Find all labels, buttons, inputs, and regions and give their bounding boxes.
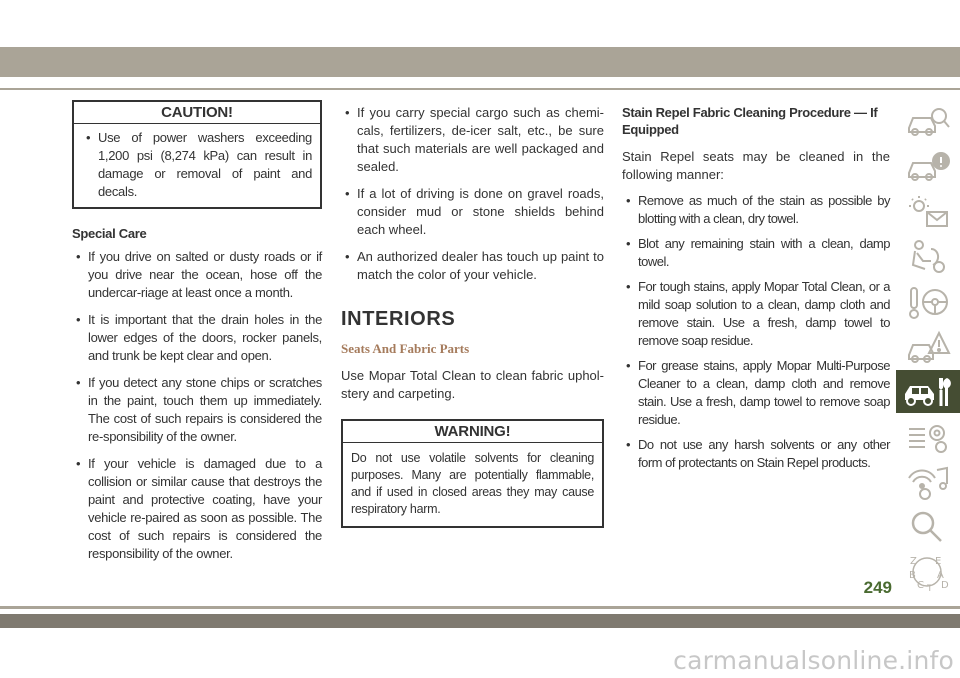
car-info-icon[interactable]: [896, 145, 960, 188]
list-item: • If you carry special cargo such as chemi-cals, fertilizers, de-icer salt, etc., be sure that such materials are well packaged and sealed.: [341, 104, 604, 176]
car-search-icon[interactable]: [896, 100, 960, 143]
warning-title: WARNING!: [343, 421, 602, 443]
stain-repel-intro: Stain Repel seats may be cleaned in the following manner:: [622, 149, 890, 182]
warning-text: Do not use volatile solvents for cleaning purposes. Many are potentially flammable, and if used in closed areas they may cause respiratory harm.: [351, 451, 594, 516]
list-item: • Blot any remaining stain with a clean, damp towel.: [622, 235, 890, 271]
seats-subheading: Seats And Fabric Parts: [341, 341, 470, 356]
multimedia-icon[interactable]: [896, 460, 960, 503]
list-item: • If you drive on salted or dusty roads or if you drive near the ocean, hose off the undercar-riage at least once a month.: [72, 248, 322, 302]
list-item: • If a lot of driving is done on gravel roads, consider mud or stone shields behind each wheel.: [341, 185, 604, 239]
car-service-tools-icon[interactable]: [896, 370, 960, 413]
interiors-intro: Use Mopar Total Clean to clean fabric uphol-stery and carpeting.: [341, 368, 604, 401]
page-number: 249: [863, 578, 892, 597]
watermark: carmanualsonline.info: [673, 646, 954, 675]
svg-text:C: C: [917, 579, 924, 591]
top-rule: [0, 88, 960, 90]
list-item: • An authorized dealer has touch up paint to match the color of your vehicle.: [341, 248, 604, 284]
warning-box: [341, 419, 604, 528]
list-item: • If you detect any stone chips or scratches in the paint, touch them up immediately. The cost of such repairs is considered the re-sponsibility of the owner.: [72, 374, 322, 446]
svg-text:T: T: [927, 583, 933, 592]
magnifier-index-icon[interactable]: [896, 505, 960, 548]
column-left: [72, 100, 322, 563]
caution-title: CAUTION!: [74, 102, 320, 124]
list-item: • If your vehicle is damaged due to a collision or similar cause that destroys the paint and protective coating, have your vehicle re-paired as soon as possible. The cost of such repairs is considered the responsibility of the owner.: [72, 455, 322, 563]
svg-text:A: A: [937, 569, 944, 581]
special-care-heading: Special Care: [72, 226, 147, 241]
stain-repel-heading: Stain Repel Fabric Cleaning Procedure — If Equipped: [622, 105, 878, 137]
airbag-seat-icon[interactable]: [896, 235, 960, 278]
column-middle: [341, 100, 604, 528]
svg-text:D: D: [941, 579, 949, 591]
list-item: • Remove as much of the stain as possible by blotting with a clean, dry towel.: [622, 192, 890, 228]
language-abc-icon[interactable]: [896, 550, 960, 593]
steering-wheel-icon[interactable]: [896, 280, 960, 323]
caution-item: • Use of power washers exceeding 1,200 psi (8,274 kPa) can result in damage or removal of paint and decals.: [82, 129, 312, 201]
warning-triangle-icon[interactable]: [896, 325, 960, 368]
list-item: • For tough stains, apply Mopar Total Clean, or a mild soap solution to a clean, damp cloth and remove stain. Use a fresh, damp towel to remove soap residue.: [622, 278, 890, 350]
top-band: [0, 47, 960, 77]
caution-box: [72, 100, 322, 209]
interiors-heading: INTERIORS: [341, 308, 456, 330]
list-item: • It is important that the drain holes in the lower edges of the doors, rocker panels, and trunk be kept clear and open.: [72, 311, 322, 365]
dashboard-lights-icon[interactable]: [896, 190, 960, 233]
svg-text:Z: Z: [910, 555, 917, 567]
svg-text:E: E: [935, 555, 942, 567]
list-item: • Do not use any harsh solvents or any other form of protectants on Stain Repel products.: [622, 436, 890, 472]
svg-text:B: B: [909, 569, 916, 581]
specifications-gear-icon[interactable]: [896, 415, 960, 458]
list-item: • For grease stains, apply Mopar Multi-Purpose Cleaner to a clean, damp cloth and remove stain. Use a fresh, damp towel to remove soap residue.: [622, 357, 890, 429]
bottom-rule: [0, 606, 960, 609]
column-right: [622, 100, 890, 472]
bottom-band: [0, 614, 960, 628]
